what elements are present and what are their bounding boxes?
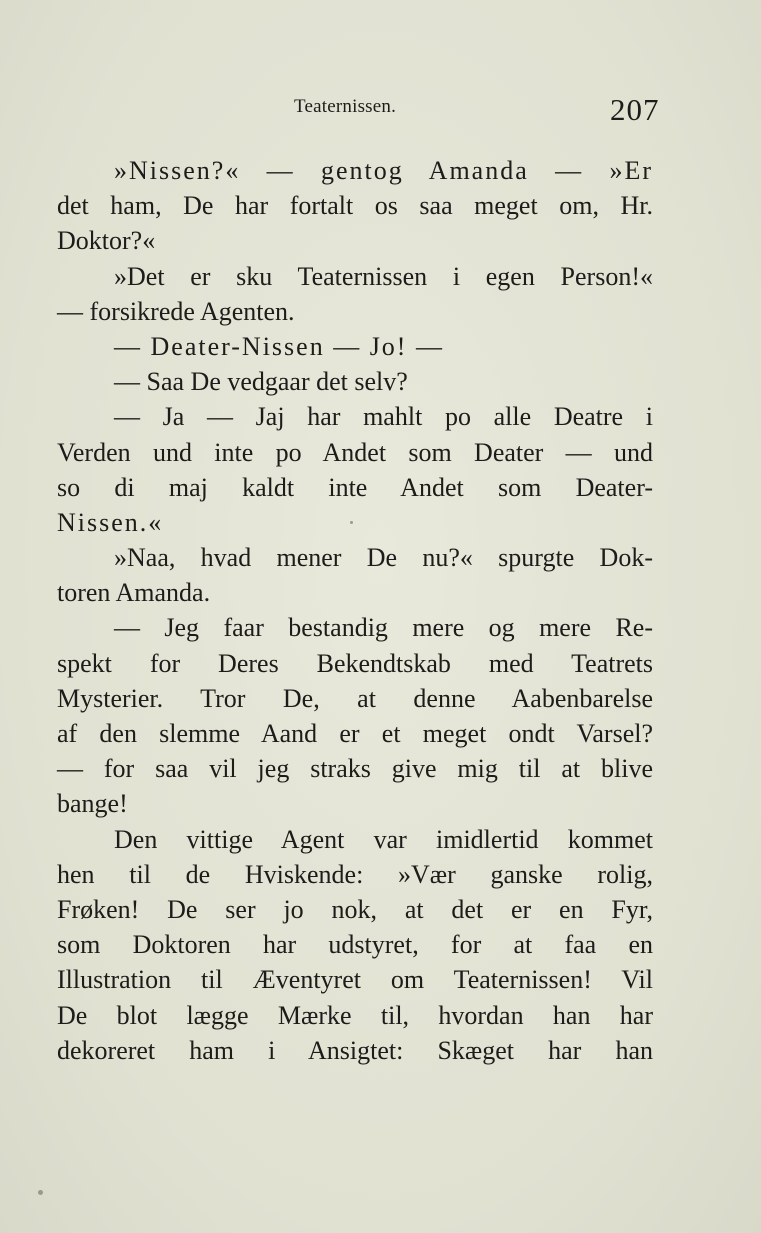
paper-speck [38,1190,43,1195]
text-line: — Saa De vedgaar det selv? [114,367,408,397]
text-line: hen til de Hviskende: »Vær ganske rolig, [57,859,653,889]
text-line: Nissen.« [57,507,164,537]
body-text [57,153,653,1068]
text-line: spekt for Deres Bekendtskab med Teatrets [57,648,653,678]
text-line: — Ja — Jaj har mahlt po alle Deatre i [114,402,653,432]
text-line: — forsikrede Agenten. [57,296,295,326]
page-number: 207 [610,92,660,127]
text-line: toren Amanda. [57,578,211,608]
paper-speck [350,521,353,524]
text-line: Illustration til Æventyret om Teaternissen! Vil [57,965,653,995]
text-line: so di maj kaldt inte Andet som Deater- [57,472,653,502]
text-line: »Nissen?« — gentog Amanda — »Er [114,156,653,185]
text-line: Doktor?« [57,226,156,256]
text-line: Frøken! De ser jo nok, at det er en Fyr, [57,894,653,924]
text-line: Mysterier. Tror De, at denne Aabenbarelse [57,683,653,713]
text-line: — Deater-Nissen — Jo! — [114,331,444,361]
text-line: — Jeg faar bestandig mere og mere Re- [114,613,653,643]
text-line: Den vittige Agent var imidlertid kommet [114,824,653,854]
page-header [0,92,761,132]
text-line: af den slemme Aand er et meget ondt Varsel? [57,719,653,748]
text-line: dekoreret ham i Ansigtet: Skæget har han [57,1035,653,1065]
text-line: det ham, De har fortalt os saa meget om, Hr. [57,191,653,221]
text-line: »Naa, hvad mener De nu?« spurgte Dok- [114,543,653,573]
text-line: Verden und inte po Andet som Deater — und [57,437,653,467]
text-line: De blot lægge Mærke til, hvordan han har [57,1000,653,1030]
text-line: bange! [57,789,128,819]
running-title: Teaternissen. [294,96,397,117]
text-line: »Det er sku Teaternissen i egen Person!« [114,261,653,291]
text-line: som Doktoren har udstyret, for at faa en [57,930,653,960]
text-line: — for saa vil jeg straks give mig til at blive [57,754,653,784]
